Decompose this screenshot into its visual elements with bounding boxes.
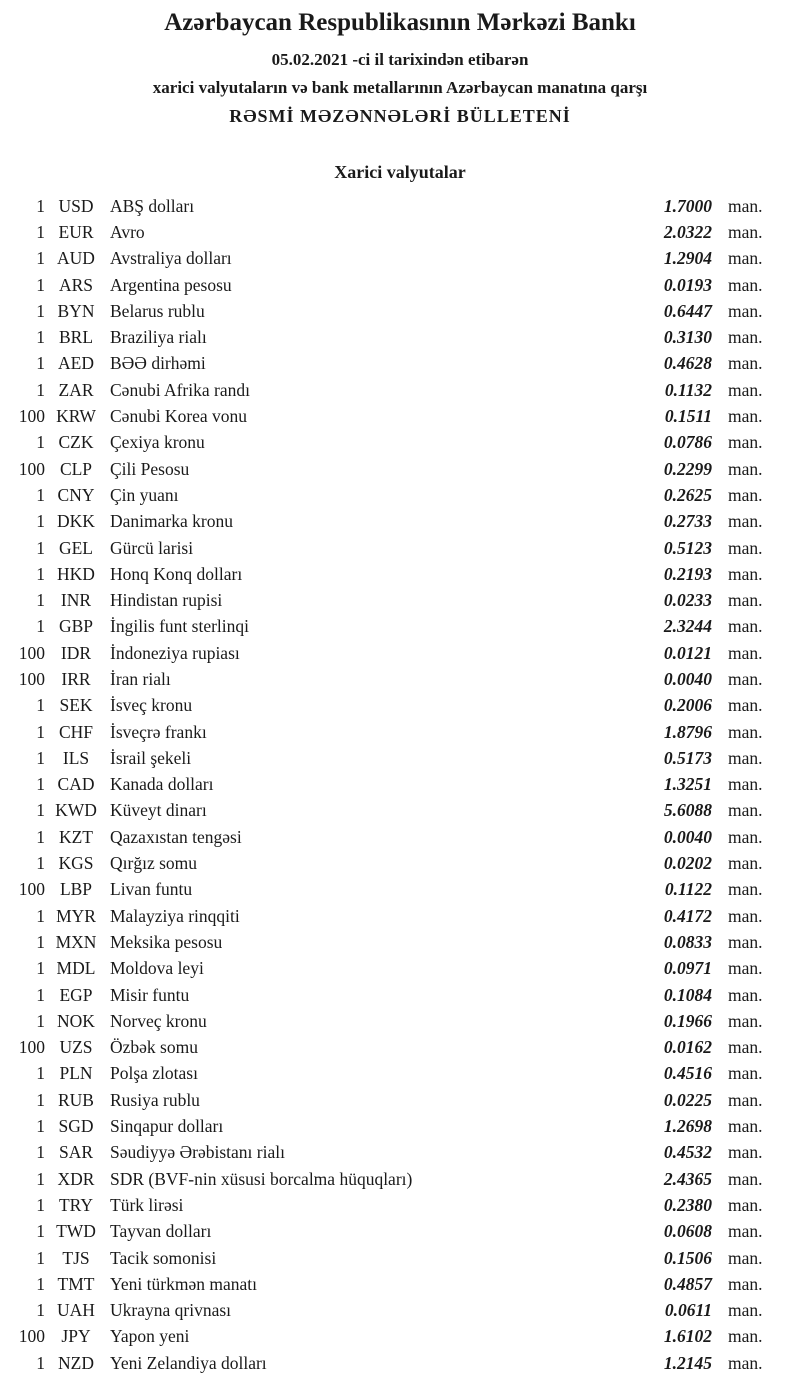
currency-name-cell: Küveyt dinarı [110,800,207,821]
unit-cell: man. [728,379,763,400]
quantity-cell: 100 [18,668,45,689]
table-row [0,193,800,219]
table-row [0,535,800,561]
table-row [0,1166,800,1192]
unit-cell: man. [728,1142,763,1163]
currency-name-cell: Çin yuanı [110,484,179,505]
quantity-cell: 1 [36,1273,45,1294]
rate-value-cell: 0.0786 [663,432,712,453]
currency-code-cell: KGS [58,853,94,874]
currency-name-cell: Polşa zlotası [110,1063,198,1084]
quantity-cell: 1 [36,432,45,453]
document-header [0,6,800,128]
quantity-cell: 1 [36,1300,45,1321]
rate-value-cell: 0.1122 [664,879,712,900]
quantity-cell: 100 [18,458,45,479]
unit-cell: man. [728,1116,763,1137]
currency-name-cell: İngilis funt sterlinqi [110,616,250,637]
table-row [0,1008,800,1034]
currency-code-cell: GEL [58,537,94,558]
quantity-cell: 100 [18,879,45,900]
unit-cell: man. [728,800,763,821]
unit-cell: man. [728,300,763,321]
quantity-cell: 1 [36,931,45,952]
currency-code-cell: ARS [58,274,94,295]
unit-cell: man. [728,327,763,348]
currency-name-cell: İsrail şekeli [110,747,192,768]
unit-cell: man. [728,1247,763,1268]
currency-name-cell: Səudiyyə Ərəbistanı rialı [110,1142,285,1163]
currency-name-cell: Honq Konq dolları [110,563,243,584]
currency-code-cell: BYN [57,300,95,321]
currency-code-cell: INR [60,590,92,611]
unit-cell: man. [728,1194,763,1215]
currency-name-cell: Sinqapur dolları [110,1116,224,1137]
table-row [0,1219,800,1245]
rate-value-cell: 0.2733 [663,511,712,532]
currency-name-cell: Danimarka kronu [110,511,233,532]
currency-code-cell: DKK [57,511,95,532]
quantity-cell: 1 [36,274,45,295]
currency-name-cell: Argentina pesosu [110,274,232,295]
rate-value-cell: 0.3130 [663,327,712,348]
unit-cell: man. [728,984,763,1005]
table-row [0,1140,800,1166]
table-row [0,614,800,640]
table-row [0,798,800,824]
currency-name-cell: Yeni Zelandiya dolları [110,1352,267,1373]
quantity-cell: 1 [36,1247,45,1268]
rate-value-cell: 0.0608 [663,1221,712,1242]
currency-name-cell: Malayziya rinqqiti [110,905,240,926]
rates-table [0,193,800,1376]
unit-cell: man. [728,668,763,689]
quantity-cell: 1 [36,484,45,505]
rate-value-cell: 0.6447 [663,300,712,321]
table-row [0,1061,800,1087]
currency-name-cell: Meksika pesosu [110,931,223,952]
quantity-cell: 100 [18,406,45,427]
rate-value-cell: 0.0233 [663,590,712,611]
quantity-cell: 1 [36,747,45,768]
table-row [0,1297,800,1323]
currency-code-cell: TJS [62,1247,90,1268]
rate-value-cell: 1.6102 [663,1326,712,1347]
rate-value-cell: 2.0322 [663,221,712,242]
table-row [0,298,800,324]
bulletin-title: RƏSMİ MƏZƏNNƏLƏRİ BÜLLETENİ [229,106,571,126]
rate-value-cell: 0.1506 [663,1247,712,1268]
currency-code-cell: CNY [57,484,95,505]
currency-code-cell: IDR [60,642,92,663]
table-row [0,482,800,508]
quantity-cell: 1 [36,379,45,400]
currency-code-cell: HKD [57,563,95,584]
currency-code-cell: AUD [57,248,95,269]
currency-code-cell: NZD [58,1352,94,1373]
unit-cell: man. [728,195,763,216]
currency-code-cell: EUR [58,221,94,242]
currency-code-cell: CLP [59,458,93,479]
rate-value-cell: 0.0121 [663,642,712,663]
quantity-cell: 1 [36,1142,45,1163]
rate-value-cell: 0.2625 [663,484,712,505]
currency-code-cell: ZAR [58,379,94,400]
currency-code-cell: CZK [58,432,94,453]
table-row [0,246,800,272]
currency-code-cell: IRR [61,668,91,689]
table-row [0,1192,800,1218]
currency-name-cell: Tayvan dolları [110,1221,212,1242]
currency-name-cell: Avstraliya dolları [110,248,232,269]
quantity-cell: 100 [18,1326,45,1347]
table-row [0,1245,800,1271]
currency-code-cell: RUB [58,1089,94,1110]
rate-value-cell: 0.0833 [663,931,712,952]
rate-value-cell: 0.4516 [663,1063,712,1084]
unit-cell: man. [728,1168,763,1189]
currency-name-cell: Yapon yeni [110,1326,190,1347]
unit-cell: man. [728,1089,763,1110]
currency-name-cell: Braziliya rialı [110,327,207,348]
currency-name-cell: İsveçrə frankı [110,721,207,742]
rate-value-cell: 0.0971 [663,958,712,979]
table-row [0,772,800,798]
quantity-cell: 1 [36,1089,45,1110]
table-row [0,745,800,771]
unit-cell: man. [728,1063,763,1084]
table-row [0,850,800,876]
currency-code-cell: EGP [59,984,93,1005]
quantity-cell: 1 [36,1352,45,1373]
quantity-cell: 1 [36,590,45,611]
currency-name-cell: Tacik somonisi [110,1247,217,1268]
table-row [0,509,800,535]
currency-name-cell: Yeni türkmən manatı [110,1273,257,1294]
table-row [0,929,800,955]
unit-cell: man. [728,1273,763,1294]
currency-code-cell: KRW [56,406,96,427]
unit-cell: man. [728,1326,763,1347]
unit-cell: man. [728,1221,763,1242]
currency-code-cell: BRL [58,327,94,348]
table-row [0,456,800,482]
quantity-cell: 1 [36,721,45,742]
rate-value-cell: 5.6088 [663,800,712,821]
effective-date-line: 05.02.2021 -ci il tarixindən etibarən [271,50,529,69]
rate-value-cell: 0.4628 [663,353,712,374]
currency-code-cell: TMT [57,1273,95,1294]
currency-name-cell: ABŞ dolları [110,195,195,216]
quantity-cell: 100 [18,1037,45,1058]
unit-cell: man. [728,774,763,795]
rate-value-cell: 0.2299 [663,458,712,479]
quantity-cell: 100 [18,642,45,663]
currency-name-cell: Belarus rublu [110,300,205,321]
quantity-cell: 1 [36,984,45,1005]
currency-name-cell: Cənubi Afrika randı [110,379,250,400]
rate-value-cell: 0.0611 [664,1300,712,1321]
table-row [0,1035,800,1061]
table-row [0,403,800,429]
currency-name-cell: Çexiya kronu [110,432,205,453]
currency-code-cell: SGD [58,1116,94,1137]
currency-code-cell: TWD [56,1221,96,1242]
table-row [0,1271,800,1297]
currency-code-cell: GBP [58,616,94,637]
rate-value-cell: 0.4532 [663,1142,712,1163]
table-row [0,640,800,666]
unit-cell: man. [728,853,763,874]
table-row [0,377,800,403]
rate-value-cell: 0.1084 [663,984,712,1005]
quantity-cell: 1 [36,1194,45,1215]
unit-cell: man. [728,1010,763,1031]
unit-cell: man. [728,826,763,847]
table-row [0,219,800,245]
currency-code-cell: MXN [55,931,97,952]
unit-cell: man. [728,695,763,716]
currency-name-cell: Hindistan rupisi [110,590,223,611]
table-row [0,1087,800,1113]
rate-value-cell: 1.2145 [663,1352,712,1373]
unit-cell: man. [728,905,763,926]
currency-code-cell: CHF [58,721,94,742]
quantity-cell: 1 [36,826,45,847]
currency-code-cell: KZT [58,826,94,847]
currency-name-cell: Moldova leyi [110,958,204,979]
rate-value-cell: 0.0202 [663,853,712,874]
table-row [0,877,800,903]
unit-cell: man. [728,458,763,479]
rate-value-cell: 0.4857 [663,1273,712,1294]
currency-name-cell: Gürcü larisi [110,537,194,558]
table-row [0,1324,800,1350]
unit-cell: man. [728,590,763,611]
quantity-cell: 1 [36,1010,45,1031]
unit-cell: man. [728,958,763,979]
unit-cell: man. [728,274,763,295]
rate-value-cell: 0.2380 [663,1194,712,1215]
table-row [0,719,800,745]
currency-name-cell: Avro [110,221,145,242]
currency-code-cell: NOK [57,1010,95,1031]
table-row [0,824,800,850]
currency-name-cell: Misir funtu [110,984,190,1005]
unit-cell: man. [728,484,763,505]
quantity-cell: 1 [36,537,45,558]
rate-value-cell: 2.4365 [663,1168,712,1189]
unit-cell: man. [728,248,763,269]
table-row [0,1113,800,1139]
currency-name-cell: Kanada dolları [110,774,214,795]
unit-cell: man. [728,616,763,637]
currency-code-cell: CAD [57,774,95,795]
quantity-cell: 1 [36,327,45,348]
rate-value-cell: 0.1511 [664,406,712,427]
table-row [0,693,800,719]
rate-value-cell: 1.2698 [663,1116,712,1137]
table-row [0,587,800,613]
rate-value-cell: 0.1132 [664,379,712,400]
table-row [0,430,800,456]
quantity-cell: 1 [36,616,45,637]
unit-cell: man. [728,1300,763,1321]
quantity-cell: 1 [36,958,45,979]
currency-name-cell: Türk lirəsi [110,1194,184,1215]
table-row [0,666,800,692]
rate-value-cell: 0.0193 [663,274,712,295]
unit-cell: man. [728,721,763,742]
table-row [0,1350,800,1376]
quantity-cell: 1 [36,353,45,374]
rate-value-cell: 1.7000 [663,195,712,216]
currency-code-cell: USD [58,195,94,216]
unit-cell: man. [728,353,763,374]
unit-cell: man. [728,563,763,584]
table-row [0,561,800,587]
currency-code-cell: LBP [59,879,93,900]
rate-value-cell: 1.3251 [663,774,712,795]
currency-name-cell: Çili Pesosu [110,458,190,479]
currency-name-cell: Cənubi Korea vonu [110,406,248,427]
currency-name-cell: Rusiya rublu [110,1089,200,1110]
currency-code-cell: TRY [58,1194,94,1215]
currency-name-cell: Qazaxıstan tengəsi [110,826,242,847]
table-row [0,272,800,298]
rate-value-cell: 0.2193 [663,563,712,584]
currency-code-cell: XDR [57,1168,95,1189]
quantity-cell: 1 [36,300,45,321]
section-title-foreign-currencies: Xarici valyutalar [334,162,466,182]
unit-cell: man. [728,432,763,453]
currency-name-cell: Livan funtu [110,879,193,900]
unit-cell: man. [728,537,763,558]
currency-name-cell: İsveç kronu [110,695,193,716]
currency-code-cell: SAR [58,1142,94,1163]
currency-code-cell: MDL [56,958,96,979]
unit-cell: man. [728,406,763,427]
table-row [0,956,800,982]
unit-cell: man. [728,1352,763,1373]
currency-name-cell: Ukrayna qrivnası [110,1300,232,1321]
currency-code-cell: UAH [57,1300,95,1321]
table-row [0,982,800,1008]
currency-name-cell: SDR (BVF-nin xüsusi borcalma hüquqları) [110,1168,413,1189]
rate-value-cell: 0.4172 [663,905,712,926]
quantity-cell: 1 [36,195,45,216]
rate-value-cell: 0.0040 [663,668,712,689]
quantity-cell: 1 [36,221,45,242]
unit-cell: man. [728,879,763,900]
currency-code-cell: SEK [59,695,93,716]
subtitle-line: xarici valyutaların və bank metallarının Azərbaycan manatına qarşı [152,78,648,97]
rate-value-cell: 1.2904 [663,248,712,269]
unit-cell: man. [728,221,763,242]
unit-cell: man. [728,1037,763,1058]
currency-name-cell: İran rialı [110,668,171,689]
rate-value-cell: 0.0040 [663,826,712,847]
rate-value-cell: 0.0225 [663,1089,712,1110]
unit-cell: man. [728,642,763,663]
quantity-cell: 1 [36,1063,45,1084]
currency-code-cell: PLN [59,1063,93,1084]
quantity-cell: 1 [36,1168,45,1189]
unit-cell: man. [728,511,763,532]
table-row [0,903,800,929]
quantity-cell: 1 [36,248,45,269]
bank-title: Azərbaycan Respublikasının Mərkəzi Bankı [164,9,636,36]
table-row [0,324,800,350]
rate-value-cell: 0.5173 [663,747,712,768]
currency-name-cell: Özbək somu [110,1037,198,1058]
currency-name-cell: BƏƏ dirhəmi [110,353,206,374]
currency-name-cell: Norveç kronu [110,1010,207,1031]
quantity-cell: 1 [36,511,45,532]
quantity-cell: 1 [36,853,45,874]
unit-cell: man. [728,747,763,768]
quantity-cell: 1 [36,905,45,926]
unit-cell: man. [728,931,763,952]
currency-code-cell: JPY [61,1326,91,1347]
quantity-cell: 1 [36,800,45,821]
currency-name-cell: Qırğız somu [110,853,198,874]
currency-code-cell: MYR [56,905,96,926]
quantity-cell: 1 [36,1221,45,1242]
rate-value-cell: 2.3244 [663,616,712,637]
quantity-cell: 1 [36,1116,45,1137]
rate-value-cell: 0.2006 [663,695,712,716]
quantity-cell: 1 [36,774,45,795]
currency-code-cell: ILS [62,747,90,768]
rate-value-cell: 1.8796 [663,721,712,742]
currency-name-cell: İndoneziya rupiası [110,642,240,663]
quantity-cell: 1 [36,695,45,716]
currency-code-cell: UZS [59,1037,93,1058]
rate-value-cell: 0.1966 [663,1010,712,1031]
currency-code-cell: KWD [55,800,97,821]
rate-value-cell: 0.0162 [663,1037,712,1058]
quantity-cell: 1 [36,563,45,584]
currency-code-cell: AED [58,353,94,374]
table-row [0,351,800,377]
rate-value-cell: 0.5123 [663,537,712,558]
